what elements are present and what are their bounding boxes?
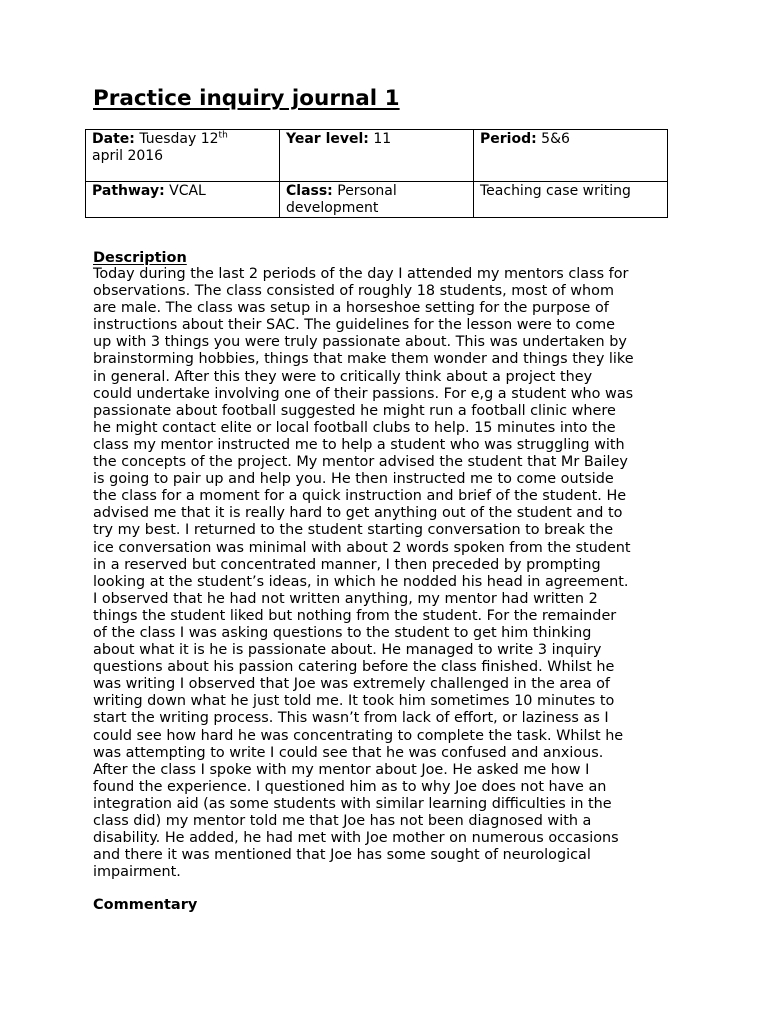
description-line: found the experience. I questioned him as to why Joe does not have an: [93, 778, 607, 795]
description-line: in general. After this they were to critically think about a project they: [93, 368, 593, 385]
description-line: writing down what he just told me. It took him sometimes 10 minutes to: [93, 693, 615, 710]
description-line: brainstorming hobbies, things that make them wonder and things they like: [93, 351, 634, 368]
description-line: passionate about football suggested he might run a football clinic where: [93, 402, 616, 419]
year-level-value: 11: [373, 131, 392, 147]
period-value: 5&6: [541, 131, 570, 147]
description-line: start the writing process. This wasn’t from lack of effort, or laziness as I: [93, 710, 609, 727]
description-line: and there it was mentioned that Joe has some sought of neurological: [93, 847, 591, 864]
description-line: is going to pair up and help you. He then instructed me to come outside: [93, 471, 614, 488]
description-line: questions about his passion catering before the class finished. Whilst he: [93, 659, 615, 676]
description-line: integration aid (as some students with similar learning difficulties in the: [93, 795, 612, 812]
description-line: After the class I spoke with my mentor about Joe. He asked me how I: [93, 761, 590, 778]
class-value: Personal: [337, 183, 397, 199]
date-cell: [86, 130, 280, 182]
pathway-value: VCAL: [169, 183, 206, 199]
date-label: Date:: [92, 131, 135, 147]
description-line: disability. He added, he had met with Joe mother on numerous occasions: [93, 830, 619, 847]
description-line: was attempting to write I could see that he was confused and anxious.: [93, 744, 604, 761]
description-line: instructions about their SAC. The guidelines for the lesson were to come: [93, 317, 616, 334]
description-line: could undertake involving one of their passions. For e,g a student who was: [93, 385, 634, 402]
description-line: I observed that he had not written anything, my mentor had written 2: [93, 590, 598, 607]
description-line: Today during the last 2 periods of the day I attended my mentors class for: [93, 266, 629, 282]
date-value-line-2: april 2016: [92, 148, 164, 164]
class-cell: [280, 182, 474, 218]
document-title: Practice inquiry journal 1: [93, 86, 400, 111]
pathway-cell: [86, 182, 280, 218]
pathway-label: Pathway:: [92, 183, 165, 199]
period-label: Period:: [480, 131, 537, 147]
commentary-heading: Commentary: [93, 897, 198, 913]
year-level-label: Year level:: [286, 131, 369, 147]
description-line: could see how hard he was concentrating to complete the task. Whilst he: [93, 727, 624, 744]
description-line: class did) my mentor told me that Joe has not been diagnosed with a: [93, 813, 592, 829]
description-line: looking at the student’s ideas, in which he nodded his head in agreement.: [93, 573, 629, 590]
year-level-cell: [280, 130, 474, 182]
description-line: he might contact elite or local football clubs to help. 15 minutes into the: [93, 419, 616, 436]
date-value: Tuesday 12: [139, 131, 219, 147]
info-table-row: [86, 130, 668, 182]
teaching-case-cell: [474, 182, 668, 218]
class-value-line-2: development: [286, 200, 379, 216]
description-line: in a reserved but concentrated manner, I then preceded by prompting: [93, 556, 601, 573]
description-line: of the class I was asking questions to the student to get him thinking: [93, 624, 592, 641]
description-line: ice conversation was minimal with about 2 words spoken from the student: [93, 539, 631, 556]
period-cell: [474, 130, 668, 182]
class-label: Class:: [286, 183, 333, 199]
info-table-row: [86, 182, 668, 218]
description-heading: Description: [93, 250, 187, 266]
description-body: [93, 266, 693, 881]
journal-info-table: [85, 129, 668, 218]
description-line: was writing I observed that Joe was extremely challenged in the area of: [93, 676, 610, 693]
teaching-case-text: Teaching case writing: [480, 183, 631, 199]
description-line: are male. The class was setup in a horseshoe setting for the purpose of: [93, 300, 609, 317]
description-line: observations. The class consisted of roughly 18 students, most of whom: [93, 283, 614, 300]
description-line: the class for a moment for a quick instruction and brief of the student. He: [93, 488, 627, 505]
description-line: impairment.: [93, 864, 181, 881]
description-line: class my mentor instructed me to help a student who was struggling with: [93, 436, 625, 453]
description-line: things the student liked but nothing from the student. For the remainder: [93, 607, 617, 624]
description-line: up with 3 things you were truly passionate about. This was undertaken by: [93, 334, 627, 351]
description-line: the concepts of the project. My mentor advised the student that Mr Bailey: [93, 454, 628, 471]
date-superscript: th: [218, 130, 228, 141]
description-line: try my best. I returned to the student starting conversation to break the: [93, 522, 614, 539]
description-line: advised me that it is really hard to get anything out of the student and to: [93, 505, 623, 522]
description-line: about what it is he is passionate about. He managed to write 3 inquiry: [93, 642, 602, 659]
